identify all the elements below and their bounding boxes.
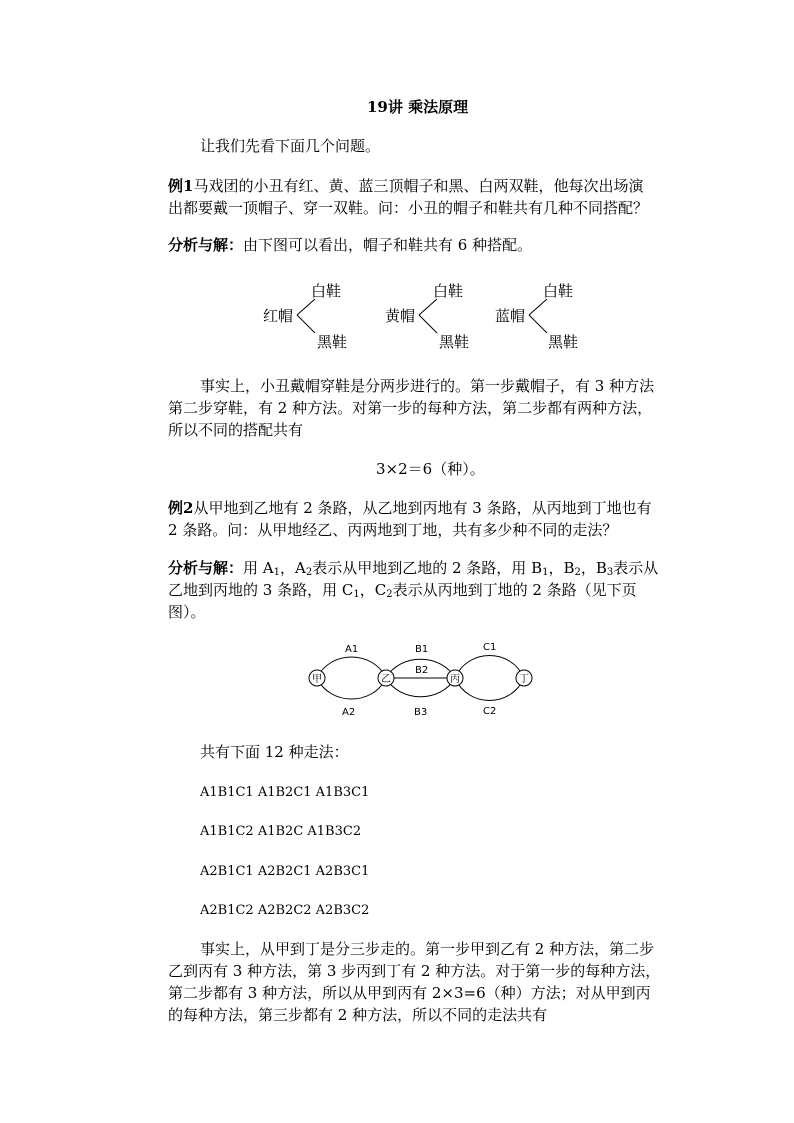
example1-label: 例1 — [168, 177, 194, 195]
analysis2-text: ，B — [580, 559, 607, 577]
hat-shoe-tree-diagram — [255, 278, 595, 356]
fact1-line1: 事实上，小丑戴帽穿鞋是分两步进行的。第一步戴帽子，有 3 种方法 — [200, 377, 655, 395]
tree-top-shoe-label: 白鞋 — [543, 282, 574, 300]
example2-line1 — [168, 498, 652, 518]
node-yi — [378, 670, 394, 686]
node-label: 丁 — [519, 674, 529, 685]
route-row: A1B1C2 A1B2C A1B3C2 — [200, 824, 362, 839]
example1-line2: 出都要戴一顶帽子、穿一双鞋。问：小丑的帽子和鞋共有几种不同搭配？ — [168, 199, 649, 217]
analysis2-text: 表示从丙地到丁地的 2 条路（见下页 — [392, 581, 637, 599]
analysis1-text: 由下图可以看出，帽子和鞋共有 6 种搭配。 — [243, 236, 533, 254]
example1-text1: 马戏团的小丑有红、黄、蓝三顶帽子和黑、白两双鞋，他每次出场演 — [193, 177, 644, 195]
fact2-line4: 的每种方法，第三步都有 2 种方法，所以不同的走法共有 — [168, 1006, 548, 1024]
node-jia — [309, 670, 325, 686]
tree-hat-label: 黄帽 — [385, 307, 416, 325]
route-row: A2B1C1 A2B2C1 A2B3C1 — [200, 864, 370, 879]
example2-line2: 2 条路。问：从甲地经乙、丙两地到丁地，共有多少种不同的走法？ — [168, 521, 618, 539]
fact2-line2: 乙到丙有 3 种方法，第 3 步丙到丁有 2 种方法。对于第一步的每种方法， — [168, 962, 661, 980]
edge-label-b2: B2 — [415, 665, 429, 676]
edge-label-b3: B3 — [414, 707, 428, 718]
node-label: 丙 — [450, 674, 460, 685]
subscript: 2 — [305, 567, 313, 578]
subscript: 3 — [606, 567, 614, 578]
node-ding — [516, 670, 532, 686]
tree-group-blue — [495, 282, 578, 351]
tree-branch-line — [419, 299, 437, 315]
edge-label-a2: A2 — [342, 707, 356, 718]
analysis2-text: ，A — [280, 559, 306, 577]
subscript: 2 — [574, 567, 581, 578]
fact1-line3: 所以不同的搭配共有 — [168, 421, 304, 439]
tree-branch-line — [419, 315, 437, 333]
subscript: 1 — [353, 589, 360, 600]
tree-branch-line — [297, 299, 315, 315]
analysis2-line2 — [168, 580, 637, 600]
fact2-line1: 事实上，从甲到丁是分三步走的。第一步甲到乙有 2 种方法，第二步 — [200, 940, 655, 958]
analysis2-line1 — [168, 558, 658, 578]
analysis2-text: 表示从甲地到乙地的 2 条路，用 B — [312, 559, 543, 577]
fact2-line3: 第二步都有 3 种方法，所以从甲到丙有 2×3=6（种）方法；对从甲到丙 — [168, 984, 651, 1002]
edge-label-b1: B1 — [415, 644, 429, 655]
tree-branch-line — [529, 299, 547, 315]
fact1-formula: 3×2＝6（种）。 — [376, 460, 485, 478]
route-b3-path — [386, 678, 455, 697]
route-row: A2B1C2 A2B2C2 A2B3C2 — [200, 903, 370, 918]
route-map-diagram — [300, 638, 550, 724]
route-a2-path — [317, 678, 386, 699]
subscript: 2 — [386, 589, 393, 600]
example2-label: 例2 — [168, 499, 194, 517]
tree-hat-label: 红帽 — [263, 307, 294, 325]
tree-group-yellow — [385, 282, 469, 351]
analysis1-line — [168, 235, 532, 255]
node-bing — [447, 670, 463, 686]
tree-top-shoe-label: 白鞋 — [433, 282, 464, 300]
tree-bottom-shoe-label: 黑鞋 — [317, 333, 348, 351]
tree-hat-label: 蓝帽 — [495, 307, 526, 325]
analysis2-text: 用 A — [243, 559, 274, 577]
analysis2-text: 表示从 — [613, 559, 659, 577]
route-c2-path — [455, 678, 524, 701]
node-label: 乙 — [381, 674, 391, 685]
tree-top-shoe-label: 白鞋 — [311, 282, 342, 300]
tree-bottom-shoe-label: 黑鞋 — [439, 333, 470, 351]
analysis2-text: ，C — [359, 581, 387, 599]
analysis2-line3: 图）。 — [168, 603, 206, 621]
page-title: 19讲 乘法原理 — [367, 98, 469, 116]
subscript: 1 — [542, 567, 549, 578]
tree-branch-line — [529, 315, 547, 333]
fact1-line2: 第二步穿鞋，有 2 种方法。对第一步的每种方法，第二步都有两种方法， — [168, 399, 653, 417]
route-c1-path — [455, 656, 524, 679]
subscript: 1 — [273, 567, 280, 578]
route-a1-path — [317, 657, 386, 678]
example2-text1: 从甲地到乙地有 2 条路，从乙地到丙地有 3 条路，从丙地到丁地也有 — [193, 499, 652, 517]
routes-intro: 共有下面 12 种走法： — [200, 743, 349, 761]
tree-branch-line — [297, 315, 315, 333]
intro-text: 让我们先看下面几个问题。 — [200, 137, 381, 155]
tree-group-red — [263, 282, 347, 351]
analysis1-label: 分析与解： — [168, 236, 244, 254]
analysis2-text: 乙地到丙地的 3 条路，用 C — [168, 581, 354, 599]
example1-line1 — [168, 176, 643, 196]
node-label: 甲 — [312, 674, 322, 685]
route-row: A1B1C1 A1B2C1 A1B3C1 — [200, 785, 370, 800]
edge-label-c2: C2 — [483, 706, 497, 717]
tree-bottom-shoe-label: 黑鞋 — [548, 333, 579, 351]
analysis2-label: 分析与解： — [168, 559, 244, 577]
analysis2-text: ，B — [548, 559, 575, 577]
edge-label-c1: C1 — [483, 642, 497, 653]
edge-label-a1: A1 — [345, 644, 359, 655]
